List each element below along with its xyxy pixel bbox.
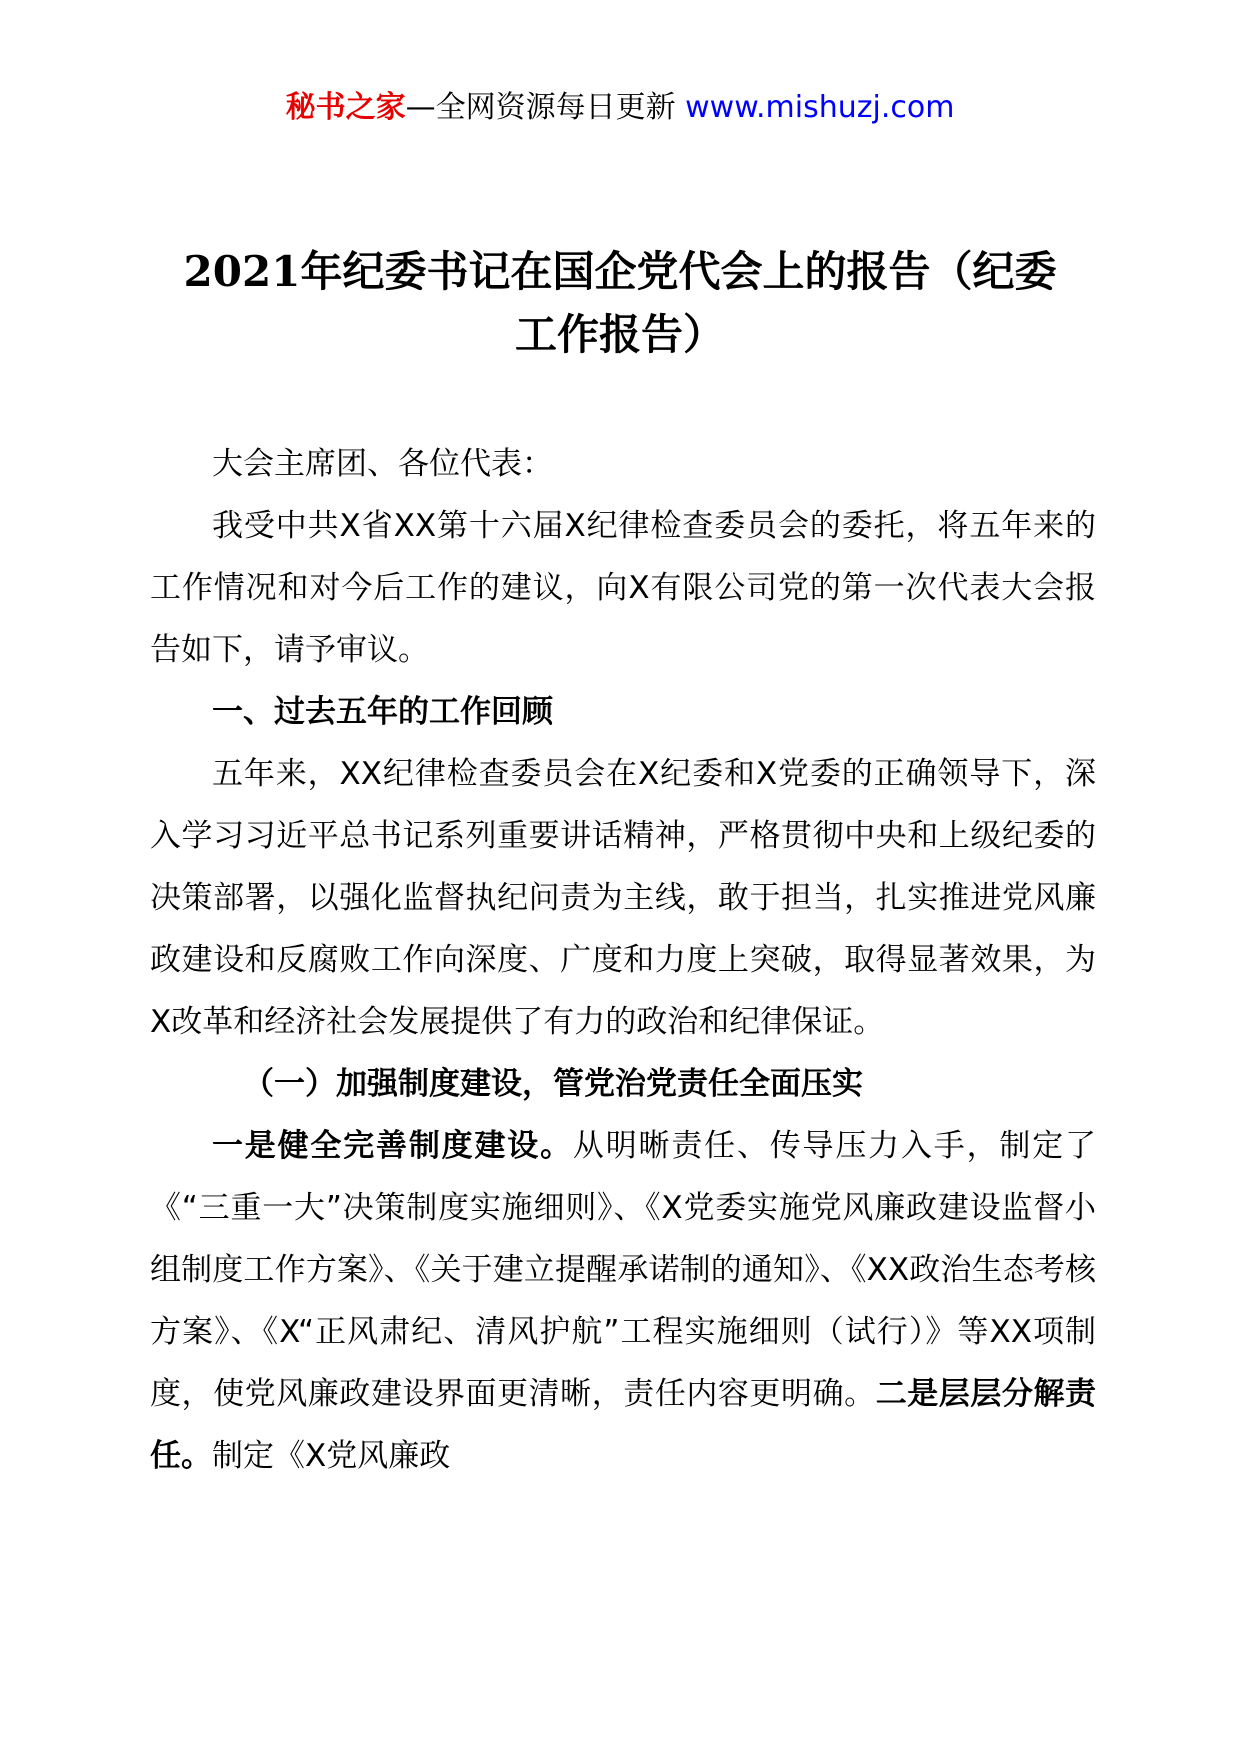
- site-header: [0, 86, 1240, 130]
- site-slogan: —全网资源每日更新: [405, 90, 676, 125]
- point-1-lead: 一是健全完善制度建设。: [212, 1128, 573, 1164]
- document-title: [150, 240, 1090, 366]
- section-heading-1: 一、过去五年的工作回顾: [212, 694, 553, 730]
- site-brand: 秘书之家: [285, 90, 406, 125]
- document-body: [150, 433, 1096, 1487]
- subsection-heading-1: （一）加强制度建设，管党治党责任全面压实: [243, 1066, 863, 1102]
- title-line-2: 工作报告）: [514, 310, 725, 359]
- point-2-lead: 二是层层分解责任。: [150, 1376, 1096, 1474]
- section-1-paragraph: 五年来，XX纪律检查委员会在X纪委和X党委的正确领导下，深入学习习近平总书记系列重要讲话精神，严格贯彻中央和上级纪委的决策部署，以强化监督执纪问责为主线，敢于担当，扎实推进党风廉政建设和反腐败工作向深度、广度和力度上突破，取得显著效果，为X改革和经济社会发展提供了有力的政治和纪律保证。: [150, 756, 1096, 1040]
- point-1-text: 从明晰责任、传导压力入手，制定了《“三重一大”决策制度实施细则》、《X党委实施党风廉政建设监督小组制度工作方案》、《关于建立提醒承诺制的通知》、《XX政治生态考核方案》、《X“正风肃纪、清风护航”工程实施细则（试行）》等XX项制度，使党风廉政建设界面更清晰，责任内容更明确。: [150, 1128, 1097, 1412]
- site-url-link[interactable]: www.mishuzj.com: [685, 90, 955, 125]
- salutation: 大会主席团、各位代表：: [212, 446, 553, 482]
- title-line-1: 2021年纪委书记在国企党代会上的报告（纪委: [183, 247, 1057, 296]
- point-paragraph: [150, 1115, 1096, 1487]
- point-2-text: 制定《X党风廉政: [212, 1438, 451, 1474]
- intro-paragraph: 我受中共X省XX第十六届X纪律检查委员会的委托，将五年来的工作情况和对今后工作的建议，向X有限公司党的第一次代表大会报告如下，请予审议。: [150, 508, 1096, 668]
